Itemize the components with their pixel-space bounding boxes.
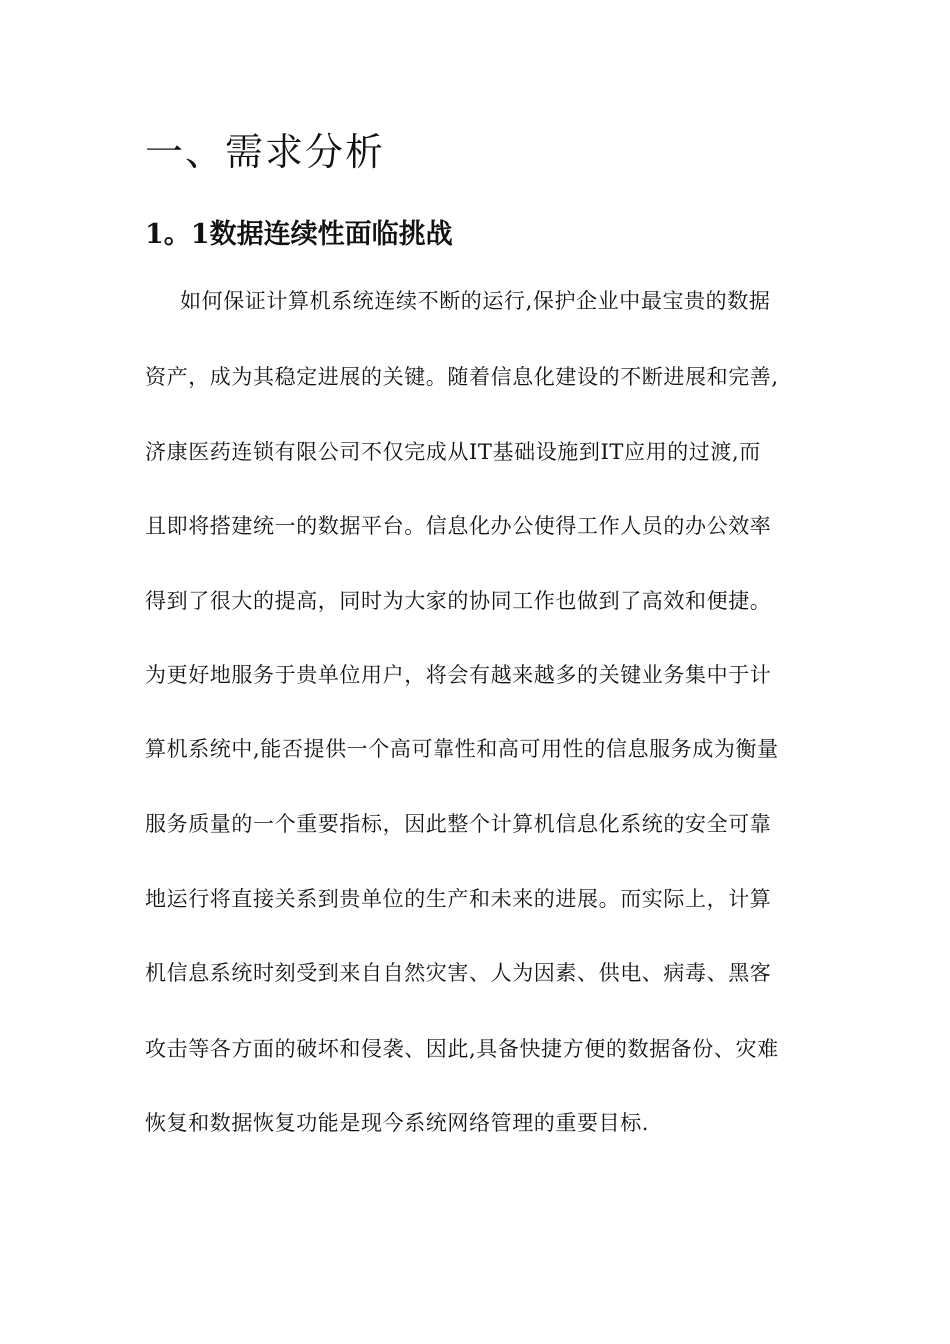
paragraph-line-11: 攻击等各方面的破坏和侵袭、因此,具备快捷方便的数据备份、灾难 <box>145 1037 779 1061</box>
paragraph-line-12: 恢复和数据恢复功能是现今系统网络管理的重要目标. <box>145 1111 650 1135</box>
section-heading: 一、需求分析 <box>145 130 386 174</box>
paragraph-line-7: 算机系统中,能否提供一个高可靠性和高可用性的信息服务成为衡量 <box>145 737 779 761</box>
paragraph-line-6: 为更好地服务于贵单位用户，将会有越来越多的关键业务集中于计 <box>145 663 772 687</box>
paragraph-line-10: 机信息系统时刻受到来自自然灾害、人为因素、供电、病毒、黑客 <box>145 961 772 985</box>
paragraph-line-3: 济康医药连锁有限公司不仅完成从IT基础设施到IT应用的过渡,而 <box>145 440 761 464</box>
subsection-heading: 1。1数据连续性面临挑战 <box>145 219 453 250</box>
paragraph-line-4: 且即将搭建统一的数据平台。信息化办公使得工作人员的办公效率 <box>145 514 772 538</box>
paragraph-line-9: 地运行将直接关系到贵单位的生产和未来的进展。而实际上，计算 <box>145 887 772 911</box>
paragraph-line-5: 得到了很大的提高，同时为大家的协同工作也做到了高效和便捷。 <box>145 589 772 613</box>
paragraph-line-2: 资产，成为其稳定进展的关键。随着信息化建设的不断进展和完善, <box>145 365 779 389</box>
paragraph-line-1: 如何保证计算机系统连续不断的运行,保护企业中最宝贵的数据 <box>180 289 771 313</box>
paragraph-line-8: 服务质量的一个重要指标，因此整个计算机信息化系统的安全可靠 <box>145 812 772 836</box>
